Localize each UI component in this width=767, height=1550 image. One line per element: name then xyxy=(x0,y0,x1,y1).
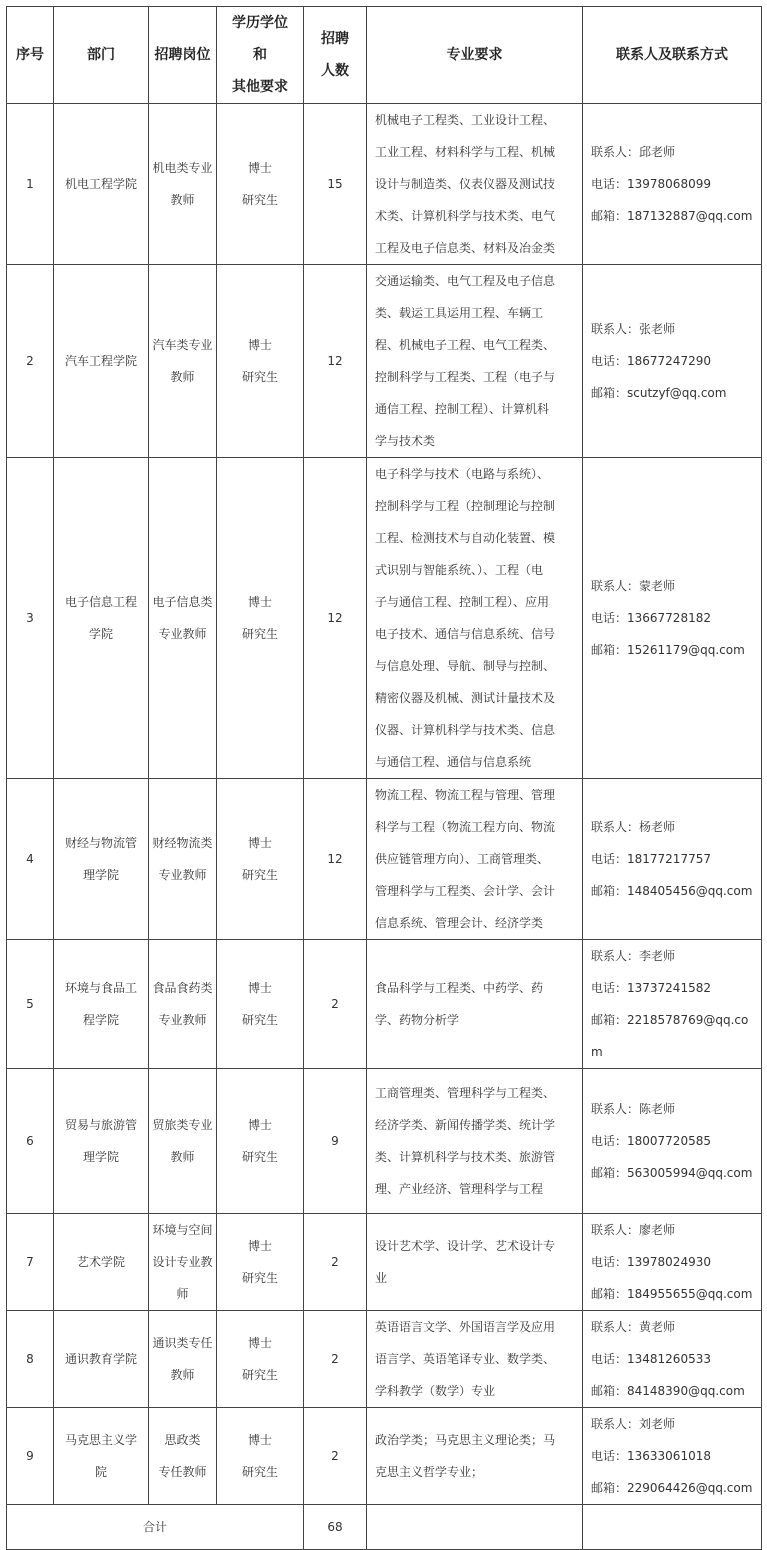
cell-position-line: 通识类专任 xyxy=(152,1336,213,1350)
cell-position-line: 师 xyxy=(176,1287,189,1301)
cell-contact-line: 联系人：蒙老师 xyxy=(591,579,676,593)
cell-contact-line: 联系人：刘老师 xyxy=(591,1417,676,1431)
cell-degree xyxy=(217,1069,304,1214)
cell-dept-line: 汽车工程学院 xyxy=(64,354,137,368)
cell-dept-line: 机电工程学院 xyxy=(64,177,137,191)
cell-contact-line: 联系人：杨老师 xyxy=(591,820,676,834)
table-row xyxy=(7,1311,762,1408)
header-count-line: 人数 xyxy=(321,63,349,79)
cell-contact-line: 邮箱：229064426@qq.com xyxy=(591,1481,753,1495)
cell-index: 8 xyxy=(7,1311,54,1408)
total-count: 68 xyxy=(304,1505,367,1550)
cell-dept-line: 电子信息工程 xyxy=(64,595,137,609)
cell-index: 1 xyxy=(7,104,54,265)
cell-major xyxy=(367,458,583,779)
cell-dept-line: 贸易与旅游管 xyxy=(64,1118,137,1132)
cell-contact-line: 联系人：邱老师 xyxy=(591,145,676,159)
cell-major xyxy=(367,104,583,265)
cell-degree-line: 博士 xyxy=(247,1239,272,1253)
cell-dept-line: 马克思主义学 xyxy=(64,1433,137,1447)
cell-degree-line: 博士 xyxy=(247,1118,272,1132)
cell-index: 3 xyxy=(7,458,54,779)
cell-count: 12 xyxy=(304,265,367,458)
header-count xyxy=(304,7,367,104)
cell-degree-line: 博士 xyxy=(247,1433,272,1447)
cell-major-line: 业 xyxy=(375,1271,388,1285)
cell-position xyxy=(149,1408,217,1505)
cell-major-line: 通信工程、控制工程）、计算机科 xyxy=(375,402,550,416)
cell-major xyxy=(367,1069,583,1214)
cell-contact-line: 电话：18677247290 xyxy=(591,354,711,368)
cell-position-line: 电子信息类 xyxy=(152,595,213,609)
cell-major-line: 学、药物分析学 xyxy=(375,1013,460,1027)
cell-dept-line: 学院 xyxy=(88,627,113,641)
cell-major-line: 政治学类；马克思主义理论类；马 xyxy=(375,1433,556,1447)
cell-position-line: 教师 xyxy=(170,370,195,384)
cell-degree-line: 博士 xyxy=(247,836,272,850)
cell-contact xyxy=(583,779,762,940)
cell-major-line: 理、产业经济、管理科学与工程 xyxy=(375,1182,544,1196)
cell-major-line: 与通信工程、通信与信息系统 xyxy=(375,755,532,769)
cell-degree xyxy=(217,104,304,265)
cell-major-line: 类、计算机科学与技术类、旅游管 xyxy=(375,1150,556,1164)
cell-degree-line: 研究生 xyxy=(241,627,278,641)
cell-major xyxy=(367,1408,583,1505)
cell-count: 12 xyxy=(304,779,367,940)
cell-position-line: 财经物流类 xyxy=(152,836,213,850)
cell-major-line: 工程、检测技术与自动化装置、模 xyxy=(375,531,556,545)
cell-contact-line: 邮箱：563005994@qq.com xyxy=(591,1166,753,1180)
cell-contact-line: 联系人：廖老师 xyxy=(591,1223,676,1237)
cell-position-line: 专业教师 xyxy=(158,1013,207,1027)
cell-major-line: 科学与工程（物流工程方向、物流 xyxy=(375,820,556,834)
cell-position-line: 食品食药类 xyxy=(152,981,213,995)
cell-contact-line: 电话：13978068099 xyxy=(591,177,711,191)
cell-dept xyxy=(54,265,149,458)
cell-contact xyxy=(583,104,762,265)
cell-major-line: 工程及电子信息类、材料及冶金类 xyxy=(375,241,556,255)
cell-contact-line: 电话：18007720585 xyxy=(591,1134,711,1148)
cell-dept-line: 理学院 xyxy=(82,1150,119,1164)
cell-major xyxy=(367,1214,583,1311)
cell-major-line: 交通运输类、电气工程及电子信息 xyxy=(375,274,556,288)
cell-dept-line: 程学院 xyxy=(82,1013,119,1027)
cell-contact xyxy=(583,1214,762,1311)
cell-major-line: 物流工程、物流工程与管理、管理 xyxy=(375,788,556,802)
cell-degree-line: 研究生 xyxy=(241,370,278,384)
cell-dept xyxy=(54,1069,149,1214)
cell-degree xyxy=(217,265,304,458)
total-empty xyxy=(583,1505,762,1550)
cell-degree xyxy=(217,1214,304,1311)
cell-major-line: 食品科学与工程类、中药学、药 xyxy=(375,981,544,995)
cell-contact-line: 邮箱：187132887@qq.com xyxy=(591,209,753,223)
cell-major-line: 学与技术类 xyxy=(375,434,436,448)
cell-position-line: 专业教师 xyxy=(158,627,207,641)
cell-count: 2 xyxy=(304,1214,367,1311)
cell-contact-line: 邮箱：148405456@qq.com xyxy=(591,884,753,898)
cell-contact-line: 联系人：张老师 xyxy=(591,322,676,336)
header-position: 招聘岗位 xyxy=(149,7,217,104)
cell-degree-line: 博士 xyxy=(247,1336,272,1350)
cell-degree-line: 博士 xyxy=(247,338,272,352)
cell-major xyxy=(367,1311,583,1408)
cell-position xyxy=(149,458,217,779)
cell-count: 2 xyxy=(304,1311,367,1408)
cell-position xyxy=(149,940,217,1069)
cell-contact-line: 电话：13633061018 xyxy=(591,1449,711,1463)
cell-major-line: 管理科学与工程类、会计学、会计 xyxy=(375,884,556,898)
cell-major-line: 工商管理类、管理科学与工程类、 xyxy=(375,1086,556,1100)
cell-contact-line: 联系人：陈老师 xyxy=(591,1102,676,1116)
cell-dept-line: 财经与物流管 xyxy=(64,836,137,850)
cell-degree-line: 博士 xyxy=(247,981,272,995)
cell-major-line: 电子技术、通信与信息系统、信号 xyxy=(375,627,556,641)
cell-position xyxy=(149,104,217,265)
table-row xyxy=(7,940,762,1069)
cell-major-line: 控制科学与工程（控制理论与控制 xyxy=(375,499,556,513)
cell-degree xyxy=(217,1311,304,1408)
cell-major-line: 设计艺术学、设计学、艺术设计专 xyxy=(375,1239,556,1253)
cell-dept xyxy=(54,779,149,940)
cell-contact xyxy=(583,458,762,779)
header-index: 序号 xyxy=(7,7,54,104)
cell-index: 6 xyxy=(7,1069,54,1214)
cell-major-line: 机械电子工程类、工业设计工程、 xyxy=(375,113,556,127)
cell-dept xyxy=(54,1311,149,1408)
cell-position-line: 汽车类专业 xyxy=(152,338,213,352)
table-row xyxy=(7,265,762,458)
cell-contact-line: 电话：13667728182 xyxy=(591,611,711,625)
cell-contact xyxy=(583,1408,762,1505)
cell-contact xyxy=(583,1069,762,1214)
cell-contact xyxy=(583,1311,762,1408)
cell-degree-line: 研究生 xyxy=(241,1150,278,1164)
cell-major-line: 英语语言文学、外国语言学及应用 xyxy=(375,1320,556,1334)
cell-major-line: 与信息处理、导航、制导与控制、 xyxy=(375,659,556,673)
cell-major-line: 工业工程、材料科学与工程、机械 xyxy=(375,145,556,159)
header-dept: 部门 xyxy=(54,7,149,104)
cell-major-line: 语言学、英语笔译专业、数学类、 xyxy=(375,1352,556,1366)
header-major: 专业要求 xyxy=(367,7,583,104)
cell-major-line: 术类、计算机科学与技术类、电气 xyxy=(375,209,556,223)
cell-position-line: 教师 xyxy=(170,193,195,207)
cell-index: 4 xyxy=(7,779,54,940)
cell-degree-line: 研究生 xyxy=(241,1368,278,1382)
cell-position xyxy=(149,1214,217,1311)
header-row xyxy=(7,7,762,104)
table-row xyxy=(7,779,762,940)
cell-index: 5 xyxy=(7,940,54,1069)
cell-degree-line: 研究生 xyxy=(241,1013,278,1027)
cell-position xyxy=(149,265,217,458)
cell-dept xyxy=(54,1408,149,1505)
header-contact: 联系人及联系方式 xyxy=(583,7,762,104)
cell-degree-line: 研究生 xyxy=(241,193,278,207)
cell-dept-line: 通识教育学院 xyxy=(64,1352,137,1366)
cell-position-line: 环境与空间 xyxy=(152,1223,213,1237)
cell-position xyxy=(149,1311,217,1408)
cell-degree-line: 研究生 xyxy=(241,1271,278,1285)
cell-position xyxy=(149,1069,217,1214)
cell-major-line: 克思主义哲学专业； xyxy=(375,1465,484,1479)
cell-dept xyxy=(54,940,149,1069)
cell-contact-line: 联系人：黄老师 xyxy=(591,1320,676,1334)
cell-dept-line: 艺术学院 xyxy=(76,1255,125,1269)
cell-contact-line: 联系人：李老师 xyxy=(591,949,676,963)
table-row xyxy=(7,104,762,265)
cell-position-line: 思政类 xyxy=(164,1433,201,1447)
table-row xyxy=(7,1214,762,1311)
header-degree-line: 学历学位 xyxy=(232,15,288,31)
recruitment-table xyxy=(6,6,762,1550)
cell-contact-line: 邮箱：15261179@qq.com xyxy=(591,643,745,657)
header-degree-line: 和 xyxy=(253,47,267,63)
cell-contact-line: 电话：13481260533 xyxy=(591,1352,711,1366)
cell-degree xyxy=(217,1408,304,1505)
cell-major-line: 供应链管理方向）、工商管理类、 xyxy=(375,852,550,866)
cell-position xyxy=(149,779,217,940)
cell-dept xyxy=(54,458,149,779)
cell-major xyxy=(367,265,583,458)
header-degree-line: 其他要求 xyxy=(232,79,288,95)
cell-position-line: 专业教师 xyxy=(158,868,207,882)
cell-degree-line: 研究生 xyxy=(241,868,278,882)
cell-contact-line: 电话：18177217757 xyxy=(591,852,711,866)
total-label: 合计 xyxy=(7,1505,304,1550)
cell-contact xyxy=(583,265,762,458)
cell-count: 9 xyxy=(304,1069,367,1214)
cell-contact-line: 邮箱：84148390@qq.com xyxy=(591,1384,745,1398)
cell-position-line: 贸旅类专业 xyxy=(152,1118,213,1132)
cell-contact-line: 电话：13737241582 xyxy=(591,981,711,995)
cell-dept-line: 院 xyxy=(94,1465,107,1479)
cell-degree xyxy=(217,779,304,940)
cell-count: 15 xyxy=(304,104,367,265)
cell-index: 7 xyxy=(7,1214,54,1311)
cell-index: 9 xyxy=(7,1408,54,1505)
total-row xyxy=(7,1505,762,1550)
cell-position-line: 教师 xyxy=(170,1150,195,1164)
cell-major xyxy=(367,940,583,1069)
cell-major-line: 仪器、计算机科学与技术类、信息 xyxy=(375,723,556,737)
cell-major-line: 经济学类、新闻传播学类、统计学 xyxy=(375,1118,556,1132)
header-count-line: 招聘 xyxy=(321,31,349,47)
table-row xyxy=(7,1408,762,1505)
cell-position-line: 专任教师 xyxy=(158,1465,207,1479)
cell-degree-line: 研究生 xyxy=(241,1465,278,1479)
cell-degree xyxy=(217,940,304,1069)
cell-degree-line: 博士 xyxy=(247,595,272,609)
total-empty xyxy=(367,1505,583,1550)
cell-position-line: 设计专业教 xyxy=(152,1255,213,1269)
cell-contact-line: 邮箱：2218578769@qq.com xyxy=(591,1013,749,1059)
cell-contact-line: 邮箱：184955655@qq.com xyxy=(591,1287,753,1301)
cell-count: 2 xyxy=(304,940,367,1069)
cell-degree xyxy=(217,458,304,779)
cell-count: 2 xyxy=(304,1408,367,1505)
cell-major-line: 控制科学与工程类、工程（电子与 xyxy=(375,370,556,384)
table-row xyxy=(7,458,762,779)
cell-dept-line: 理学院 xyxy=(82,868,119,882)
cell-major-line: 信息系统、管理会计、经济学类 xyxy=(375,916,544,930)
cell-contact xyxy=(583,940,762,1069)
cell-major-line: 精密仪器及机械、测试计量技术及 xyxy=(375,691,556,705)
cell-position-line: 机电类专业 xyxy=(152,161,213,175)
cell-dept xyxy=(54,104,149,265)
cell-index: 2 xyxy=(7,265,54,458)
cell-major-line: 子与通信工程、控制工程）、应用 xyxy=(375,595,550,609)
cell-major xyxy=(367,779,583,940)
cell-position-line: 教师 xyxy=(170,1368,195,1382)
cell-dept-line: 环境与食品工 xyxy=(64,981,137,995)
header-degree xyxy=(217,7,304,104)
cell-major-line: 设计与制造类、仪表仪器及测试技 xyxy=(375,177,556,191)
cell-major-line: 式识别与智能系统、）、工程（电 xyxy=(375,563,544,577)
cell-count: 12 xyxy=(304,458,367,779)
cell-degree-line: 博士 xyxy=(247,161,272,175)
cell-major-line: 类、载运工具运用工程、车辆工 xyxy=(375,306,544,320)
table-row xyxy=(7,1069,762,1214)
cell-dept xyxy=(54,1214,149,1311)
cell-major-line: 学科教学（数学）专业 xyxy=(375,1384,496,1398)
cell-major-line: 程、机械电子工程、电气工程类、 xyxy=(375,338,556,352)
cell-major-line: 电子科学与技术（电路与系统）、 xyxy=(375,467,550,481)
cell-contact-line: 邮箱：scutzyf@qq.com xyxy=(591,386,727,400)
cell-contact-line: 电话：13978024930 xyxy=(591,1255,711,1269)
